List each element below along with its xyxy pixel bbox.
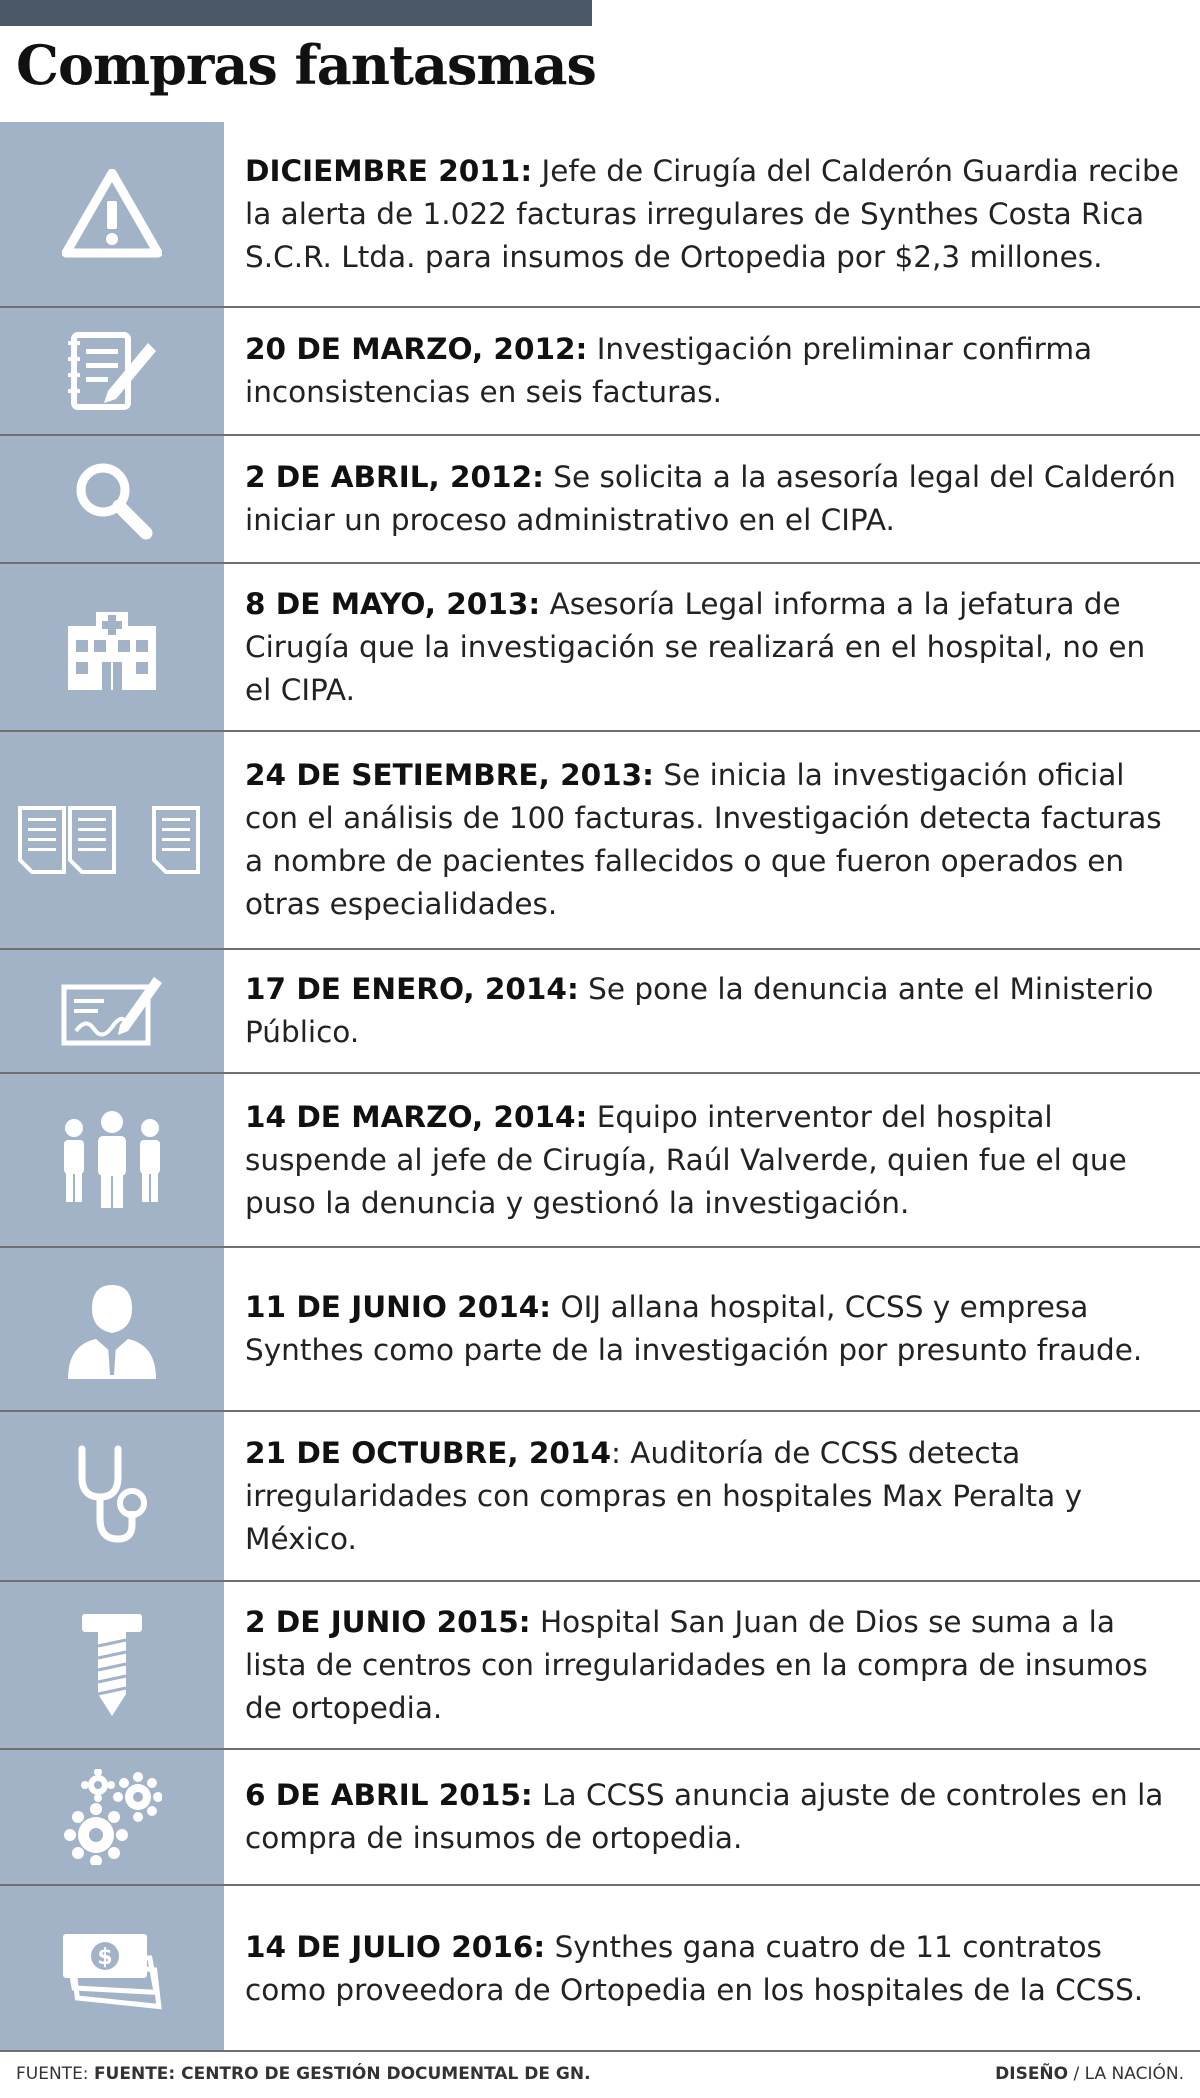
timeline-entry — [245, 1601, 1180, 1730]
event-text: OIJ allana hospital, CCSS y empresa Synthes como parte de la investigación por presunto fraude. — [245, 1290, 1143, 1367]
magnifier-icon — [70, 457, 154, 541]
event-date: 8 DE MAYO, 2013: — [245, 586, 541, 621]
event-date: 17 DE ENERO, 2014: — [245, 972, 579, 1006]
event-date: 2 DE JUNIO 2015: — [245, 1604, 531, 1639]
event-text: La CCSS anuncia ajuste de controles en la compra de insumos de ortopedia. — [245, 1778, 1164, 1855]
timeline-entry — [245, 1096, 1180, 1225]
document-edit-icon — [64, 329, 160, 413]
svg-text:$: $ — [97, 1945, 113, 1970]
footer — [0, 2050, 1200, 2098]
event-date: 14 DE MARZO, 2014: — [245, 1099, 588, 1134]
gears-icon — [62, 1769, 162, 1865]
design-credit: DISEÑO / LA NACIÓN. — [995, 2064, 1184, 2084]
event-text: Se inicia la investigación oficial con el análisis de 100 facturas. Investigación detecta facturas a nombre de pacientes fallecidos o que fueron operados en otras especialidades. — [245, 758, 1162, 921]
event-date: 14 DE JULIO 2016: — [245, 1930, 546, 1964]
event-text: Investigación preliminar confirma inconsistencias en seis facturas. — [245, 332, 1093, 409]
page-title: Compras fantasmas — [16, 33, 596, 97]
timeline-row — [0, 564, 1200, 732]
source-credit: FUENTE: FUENTE: CENTRO DE GESTIÓN DOCUMENTAL DE GN. — [16, 2064, 591, 2084]
event-text: Hospital San Juan de Dios se suma a la lista de centros con irregularidades en la compra de insumos de ortopedia. — [245, 1604, 1148, 1725]
timeline-row — [0, 436, 1200, 564]
signature-icon — [60, 973, 164, 1049]
timeline-row — [0, 1074, 1200, 1248]
event-text: Jefe de Cirugía del Calderón Guardia recibe la alerta de 1.022 facturas irregulares de Synthes Costa Rica S.C.R. Ltda. para insumos de Ortopedia por $2,3 millones. — [245, 153, 1179, 274]
event-date: 11 DE JUNIO 2014: — [245, 1290, 552, 1324]
timeline-row — [0, 950, 1200, 1074]
event-text: Synthes gana cuatro de 11 contratos como proveedora de Ortopedia en los hospitales de la CCSS. — [245, 1930, 1144, 2007]
stethoscope-icon — [72, 1441, 152, 1551]
timeline-entry — [245, 1432, 1180, 1561]
timeline-row — [0, 732, 1200, 950]
money-icon — [57, 1926, 167, 2012]
event-text: : Auditoría de CCSS detecta irregularidades con compras en hospitales Max Peralta y México. — [245, 1435, 1083, 1556]
event-date: DICIEMBRE 2011: — [245, 153, 533, 188]
screw-icon — [80, 1610, 144, 1720]
timeline-row — [0, 122, 1200, 308]
timeline-row — [0, 1582, 1200, 1750]
event-date: 24 DE SETIEMBRE, 2013: — [245, 758, 654, 792]
person-icon — [64, 1279, 160, 1379]
timeline-row — [0, 1248, 1200, 1412]
event-date: 6 DE ABRIL 2015: — [245, 1778, 533, 1812]
event-text: Equipo interventor del hospital suspende al jefe de Cirugía, Raúl Valverde, quien fue el que puso la denuncia y gestionó la investigación. — [245, 1099, 1127, 1220]
team-icon — [58, 1110, 166, 1210]
event-date: 21 DE OCTUBRE, 2014 — [245, 1435, 611, 1470]
timeline-entry — [245, 1926, 1180, 2012]
timeline-entry — [245, 1774, 1180, 1860]
event-date: 2 DE ABRIL, 2012: — [245, 460, 544, 494]
top-accent-bar — [0, 0, 592, 26]
timeline-entry — [245, 968, 1180, 1054]
event-text: Asesoría Legal informa a la jefatura de Cirugía que la investigación se realizará en el hospital, no en el CIPA. — [245, 586, 1146, 707]
event-text: Se solicita a la asesoría legal del Calderón iniciar un proceso administrativo en el CIPA. — [245, 460, 1176, 537]
timeline-entry — [245, 456, 1180, 542]
invoices-icon — [14, 804, 210, 876]
timeline-entry — [245, 150, 1180, 279]
timeline-row — [0, 1412, 1200, 1582]
event-text: Se pone la denuncia ante el Ministerio Público. — [245, 972, 1154, 1049]
timeline-row — [0, 1886, 1200, 2052]
timeline-row — [0, 1750, 1200, 1886]
hospital-icon — [62, 604, 162, 690]
timeline-row — [0, 308, 1200, 436]
timeline-entry — [245, 1286, 1180, 1372]
timeline-entry — [245, 754, 1180, 926]
warning-icon — [62, 169, 162, 259]
event-date: 20 DE MARZO, 2012: — [245, 332, 588, 366]
timeline-entry — [245, 583, 1180, 712]
timeline — [0, 122, 1200, 2052]
timeline-entry — [245, 328, 1180, 414]
